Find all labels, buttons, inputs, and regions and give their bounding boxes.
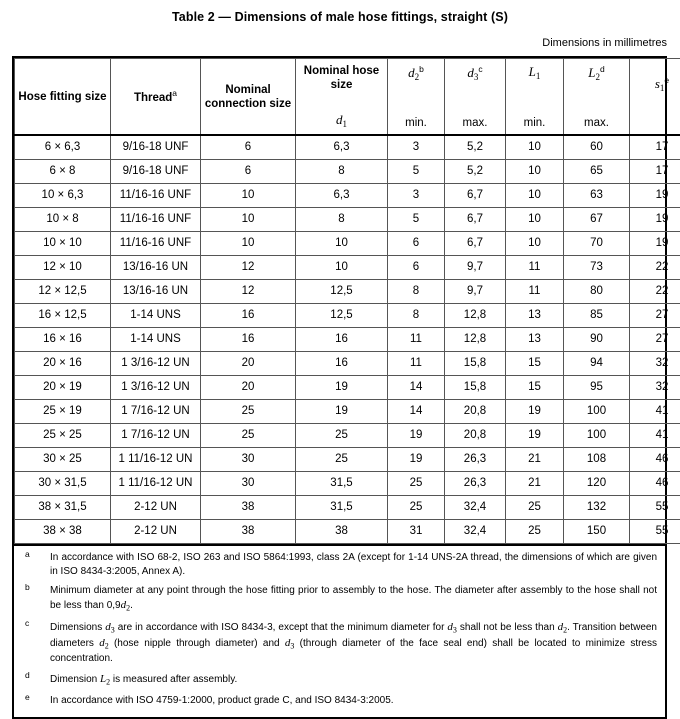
symbol-subscript: 1	[660, 83, 665, 93]
footnote-b-text-part1: Minimum diameter at any point through the hose fitting prior to assembly to the hose. The diameter after assembly to the hose shall not be less than 0,9	[50, 585, 657, 611]
cell-L2: 65	[564, 160, 630, 184]
footnote-b-text-part2: .	[130, 600, 133, 611]
cell-thread: 13/16-16 UN	[111, 256, 201, 280]
cell-nominal_hose_size: 10	[296, 232, 388, 256]
cell-d3: 15,8	[445, 376, 506, 400]
cell-thread: 1 11/16-12 UN	[111, 448, 201, 472]
cell-d2: 11	[388, 352, 445, 376]
cell-L2: 94	[564, 352, 630, 376]
cell-d2: 6	[388, 256, 445, 280]
table-row	[15, 184, 680, 208]
dimensions-table	[14, 58, 680, 544]
cell-d2: 8	[388, 304, 445, 328]
footnote-marker-e: e	[664, 75, 669, 85]
cell-d2: 14	[388, 376, 445, 400]
cell-nominal_connection_size: 10	[201, 208, 296, 232]
symbol-s: s	[655, 76, 660, 91]
cell-nominal_hose_size: 6,3	[296, 135, 388, 160]
cell-thread: 9/16-18 UNF	[111, 135, 201, 160]
footnote-d	[22, 672, 657, 688]
cell-thread: 11/16-16 UNF	[111, 232, 201, 256]
symbol-subscript: 2	[563, 625, 567, 634]
column-header-thread	[111, 59, 201, 136]
cell-s1: 22	[630, 280, 680, 304]
cell-hose_fitting_size: 38 × 38	[15, 520, 111, 544]
cell-L1: 21	[506, 472, 564, 496]
cell-hose_fitting_size: 16 × 16	[15, 328, 111, 352]
cell-s1: 19	[630, 184, 680, 208]
cell-L1: 10	[506, 184, 564, 208]
cell-s1: 17	[630, 160, 680, 184]
footnote-c-marker: c	[25, 618, 29, 629]
cell-d3: 9,7	[445, 280, 506, 304]
header-qualifier-L2: max.	[566, 116, 627, 131]
cell-L2: 67	[564, 208, 630, 232]
cell-nominal_hose_size: 38	[296, 520, 388, 544]
symbol-d: d	[408, 65, 415, 80]
symbol-subscript: 2	[105, 642, 109, 651]
cell-d3: 32,4	[445, 520, 506, 544]
footnote-a	[22, 551, 657, 578]
cell-L1: 21	[506, 448, 564, 472]
symbol-subscript: 3	[111, 625, 115, 634]
cell-d2: 25	[388, 472, 445, 496]
cell-thread: 2-12 UN	[111, 496, 201, 520]
cell-L1: 10	[506, 135, 564, 160]
cell-L1: 11	[506, 280, 564, 304]
cell-thread: 11/16-16 UNF	[111, 184, 201, 208]
cell-L1: 11	[506, 256, 564, 280]
cell-L1: 10	[506, 160, 564, 184]
header-label-nominal-connection-size: Nominal connection size	[203, 83, 293, 112]
units-note: Dimensions in millimetres	[0, 24, 680, 49]
cell-nominal_hose_size: 10	[296, 256, 388, 280]
cell-L2: 132	[564, 496, 630, 520]
cell-s1: 17	[630, 135, 680, 160]
cell-thread: 11/16-16 UNF	[111, 208, 201, 232]
footnote-a-text: In accordance with ISO 68-2, ISO 263 and ISO 5864:1993, class 2A (except for 1-14 UNS-2A thread, the dimensions of which are given in ISO 8434-3:2005, Annex A).	[50, 552, 657, 577]
table-row	[15, 160, 680, 184]
cell-L2: 63	[564, 184, 630, 208]
header-symbol-L1	[508, 63, 561, 82]
footnote-marker-a: a	[172, 88, 177, 98]
cell-thread: 1 7/16-12 UN	[111, 400, 201, 424]
header-label-hose-fitting-size: Hose fitting size	[18, 90, 106, 104]
cell-d3: 6,7	[445, 232, 506, 256]
cell-d3: 6,7	[445, 208, 506, 232]
cell-nominal_connection_size: 30	[201, 472, 296, 496]
footnote-c-text-p5: (hose nipple through diameter) and	[109, 638, 285, 649]
cell-d2: 5	[388, 160, 445, 184]
column-header-s1	[630, 59, 680, 136]
symbol-d: d	[558, 621, 564, 633]
cell-L1: 13	[506, 304, 564, 328]
column-header-d2	[388, 59, 445, 136]
cell-s1: 27	[630, 328, 680, 352]
cell-d3: 12,8	[445, 304, 506, 328]
symbol-L: L	[588, 65, 595, 80]
cell-s1: 19	[630, 232, 680, 256]
symbol-subscript: 2	[106, 677, 110, 686]
symbol-d: d	[121, 599, 127, 611]
cell-L2: 80	[564, 280, 630, 304]
symbol-d: d	[105, 621, 111, 633]
cell-nominal_connection_size: 6	[201, 135, 296, 160]
header-symbol-d3	[447, 63, 503, 83]
cell-d3: 32,4	[445, 496, 506, 520]
cell-thread: 1-14 UNS	[111, 304, 201, 328]
cell-d2: 3	[388, 135, 445, 160]
cell-nominal_hose_size: 12,5	[296, 304, 388, 328]
table-title: Table 2 — Dimensions of male hose fittings, straight (S)	[0, 0, 680, 24]
cell-L1: 25	[506, 496, 564, 520]
table-row	[15, 280, 680, 304]
cell-L1: 15	[506, 352, 564, 376]
cell-L2: 85	[564, 304, 630, 328]
cell-nominal_hose_size: 12,5	[296, 280, 388, 304]
cell-nominal_connection_size: 16	[201, 328, 296, 352]
cell-nominal_connection_size: 16	[201, 304, 296, 328]
cell-hose_fitting_size: 38 × 31,5	[15, 496, 111, 520]
table-row	[15, 520, 680, 544]
cell-nominal_hose_size: 19	[296, 400, 388, 424]
cell-hose_fitting_size: 25 × 25	[15, 424, 111, 448]
cell-L2: 108	[564, 448, 630, 472]
symbol-subscript: 2	[415, 72, 420, 82]
symbol-subscript: 3	[290, 642, 294, 651]
cell-L1: 19	[506, 400, 564, 424]
cell-hose_fitting_size: 6 × 8	[15, 160, 111, 184]
cell-hose_fitting_size: 12 × 10	[15, 256, 111, 280]
symbol-d: d	[99, 637, 105, 649]
cell-d2: 19	[388, 448, 445, 472]
header-label-nominal-hose-size: Nominal hose size	[298, 63, 385, 93]
cell-L2: 60	[564, 135, 630, 160]
column-header-d3	[445, 59, 506, 136]
cell-nominal_hose_size: 31,5	[296, 472, 388, 496]
table-header	[15, 59, 680, 136]
cell-thread: 1 3/16-12 UN	[111, 376, 201, 400]
cell-nominal_hose_size: 31,5	[296, 496, 388, 520]
cell-d3: 26,3	[445, 448, 506, 472]
cell-L1: 19	[506, 424, 564, 448]
cell-nominal_connection_size: 38	[201, 496, 296, 520]
cell-d3: 9,7	[445, 256, 506, 280]
footnote-c-text-p3: shall not be less than	[457, 622, 558, 633]
cell-hose_fitting_size: 16 × 12,5	[15, 304, 111, 328]
cell-s1: 22	[630, 256, 680, 280]
cell-s1: 32	[630, 376, 680, 400]
symbol-d: d	[467, 65, 474, 80]
cell-thread: 9/16-18 UNF	[111, 160, 201, 184]
cell-s1: 55	[630, 496, 680, 520]
cell-nominal_connection_size: 30	[201, 448, 296, 472]
cell-nominal_connection_size: 10	[201, 184, 296, 208]
cell-nominal_hose_size: 16	[296, 328, 388, 352]
cell-d3: 26,3	[445, 472, 506, 496]
symbol-subscript: 1	[343, 119, 348, 129]
footnote-e	[22, 694, 657, 708]
cell-thread: 1 3/16-12 UN	[111, 352, 201, 376]
cell-d2: 5	[388, 208, 445, 232]
cell-s1: 41	[630, 424, 680, 448]
cell-nominal_connection_size: 20	[201, 376, 296, 400]
footnote-a-marker: a	[25, 549, 30, 560]
cell-hose_fitting_size: 25 × 19	[15, 400, 111, 424]
header-qualifier-L1: min.	[508, 116, 561, 131]
symbol-d: d	[336, 112, 343, 127]
cell-nominal_connection_size: 10	[201, 232, 296, 256]
symbol-subscript: 1	[536, 71, 541, 81]
cell-s1: 41	[630, 400, 680, 424]
footnote-c-text-p2: are in accordance with ISO 8434-3, except that the minimum diameter for	[115, 622, 448, 633]
column-header-nominal-hose-size	[296, 59, 388, 136]
cell-L2: 73	[564, 256, 630, 280]
table-row	[15, 448, 680, 472]
cell-thread: 1 7/16-12 UN	[111, 424, 201, 448]
header-row	[15, 59, 680, 136]
symbol-d: d	[447, 621, 453, 633]
symbol-subscript: 3	[453, 625, 457, 634]
cell-nominal_connection_size: 25	[201, 400, 296, 424]
symbol-L: L	[100, 673, 106, 685]
cell-L1: 10	[506, 208, 564, 232]
cell-d2: 14	[388, 400, 445, 424]
symbol-L: L	[529, 64, 536, 79]
footnote-e-text: In accordance with ISO 4759-1:2000, product grade C, and ISO 8434-3:2005.	[50, 695, 394, 706]
cell-L1: 13	[506, 328, 564, 352]
table-row	[15, 496, 680, 520]
header-symbol-L2	[566, 63, 627, 83]
cell-s1: 19	[630, 208, 680, 232]
table-row	[15, 424, 680, 448]
cell-d2: 19	[388, 424, 445, 448]
table-row	[15, 256, 680, 280]
table-row	[15, 135, 680, 160]
cell-L2: 70	[564, 232, 630, 256]
footnote-marker-c: c	[478, 64, 482, 74]
cell-L2: 150	[564, 520, 630, 544]
cell-L2: 100	[564, 400, 630, 424]
cell-nominal_hose_size: 6,3	[296, 184, 388, 208]
cell-nominal_hose_size: 8	[296, 208, 388, 232]
header-qualifier-d3: max.	[447, 116, 503, 131]
cell-nominal_connection_size: 25	[201, 424, 296, 448]
cell-s1: 32	[630, 352, 680, 376]
footnote-e-marker: e	[25, 692, 30, 703]
symbol-subscript: 3	[474, 72, 479, 82]
cell-d2: 31	[388, 520, 445, 544]
header-symbol-d1	[298, 112, 385, 131]
footnote-c	[22, 620, 657, 666]
cell-s1: 27	[630, 304, 680, 328]
header-label-thread: Thread	[134, 92, 172, 104]
cell-L1: 25	[506, 520, 564, 544]
table-row	[15, 472, 680, 496]
cell-d3: 20,8	[445, 424, 506, 448]
table-row	[15, 208, 680, 232]
table-row	[15, 400, 680, 424]
footnote-d-marker: d	[25, 670, 30, 681]
footnote-c-text-p1: Dimensions	[50, 622, 105, 633]
cell-nominal_hose_size: 8	[296, 160, 388, 184]
symbol-d: d	[285, 637, 291, 649]
footnote-b	[22, 584, 657, 614]
cell-d3: 5,2	[445, 135, 506, 160]
cell-L2: 95	[564, 376, 630, 400]
cell-hose_fitting_size: 12 × 12,5	[15, 280, 111, 304]
cell-d2: 6	[388, 232, 445, 256]
cell-hose_fitting_size: 20 × 19	[15, 376, 111, 400]
column-header-hose-fitting-size	[15, 59, 111, 136]
cell-d3: 5,2	[445, 160, 506, 184]
cell-thread: 2-12 UN	[111, 520, 201, 544]
cell-nominal_connection_size: 12	[201, 280, 296, 304]
cell-hose_fitting_size: 6 × 6,3	[15, 135, 111, 160]
cell-nominal_connection_size: 12	[201, 256, 296, 280]
table-row	[15, 352, 680, 376]
table-row	[15, 328, 680, 352]
cell-hose_fitting_size: 30 × 31,5	[15, 472, 111, 496]
symbol-subscript: 2	[596, 72, 601, 82]
cell-d3: 6,7	[445, 184, 506, 208]
cell-d2: 8	[388, 280, 445, 304]
footnote-d-text-p1: Dimension	[50, 674, 100, 685]
cell-nominal_connection_size: 38	[201, 520, 296, 544]
cell-L2: 100	[564, 424, 630, 448]
header-qualifier-d2: min.	[390, 116, 442, 131]
cell-hose_fitting_size: 10 × 6,3	[15, 184, 111, 208]
cell-nominal_connection_size: 20	[201, 352, 296, 376]
cell-L1: 15	[506, 376, 564, 400]
cell-L2: 120	[564, 472, 630, 496]
symbol-subscript: 2	[126, 603, 130, 612]
cell-nominal_hose_size: 19	[296, 376, 388, 400]
cell-d2: 25	[388, 496, 445, 520]
footnote-b-marker: b	[25, 582, 30, 593]
cell-s1: 46	[630, 448, 680, 472]
cell-d2: 3	[388, 184, 445, 208]
footnote-c-text-p4: . Transition between diameters	[50, 622, 657, 649]
cell-d2: 11	[388, 328, 445, 352]
footnote-c-text-p6: (through diameter of the face seal end) shall be located to minimize stress concentration.	[50, 638, 657, 664]
cell-hose_fitting_size: 10 × 10	[15, 232, 111, 256]
cell-thread: 1 11/16-12 UN	[111, 472, 201, 496]
cell-L2: 90	[564, 328, 630, 352]
cell-hose_fitting_size: 20 × 16	[15, 352, 111, 376]
cell-s1: 55	[630, 520, 680, 544]
cell-d3: 20,8	[445, 400, 506, 424]
header-symbol-s1	[655, 75, 669, 94]
cell-nominal_hose_size: 25	[296, 424, 388, 448]
table-row	[15, 304, 680, 328]
dimensions-table-container	[12, 56, 667, 719]
table-row	[15, 376, 680, 400]
cell-nominal_hose_size: 16	[296, 352, 388, 376]
cell-thread: 13/16-16 UN	[111, 280, 201, 304]
footnote-marker-d: d	[600, 64, 605, 74]
cell-hose_fitting_size: 30 × 25	[15, 448, 111, 472]
footnote-d-text-p2: is measured after assembly.	[110, 674, 237, 685]
footnote-marker-b: b	[419, 64, 424, 74]
cell-nominal_hose_size: 25	[296, 448, 388, 472]
cell-hose_fitting_size: 10 × 8	[15, 208, 111, 232]
cell-d3: 12,8	[445, 328, 506, 352]
column-header-L2	[564, 59, 630, 136]
table-body	[15, 135, 680, 544]
cell-thread: 1-14 UNS	[111, 328, 201, 352]
table-row	[15, 232, 680, 256]
header-symbol-d2	[390, 63, 442, 83]
column-header-nominal-connection-size	[201, 59, 296, 136]
cell-d3: 15,8	[445, 352, 506, 376]
cell-nominal_connection_size: 6	[201, 160, 296, 184]
cell-L1: 10	[506, 232, 564, 256]
column-header-L1	[506, 59, 564, 136]
cell-s1: 46	[630, 472, 680, 496]
